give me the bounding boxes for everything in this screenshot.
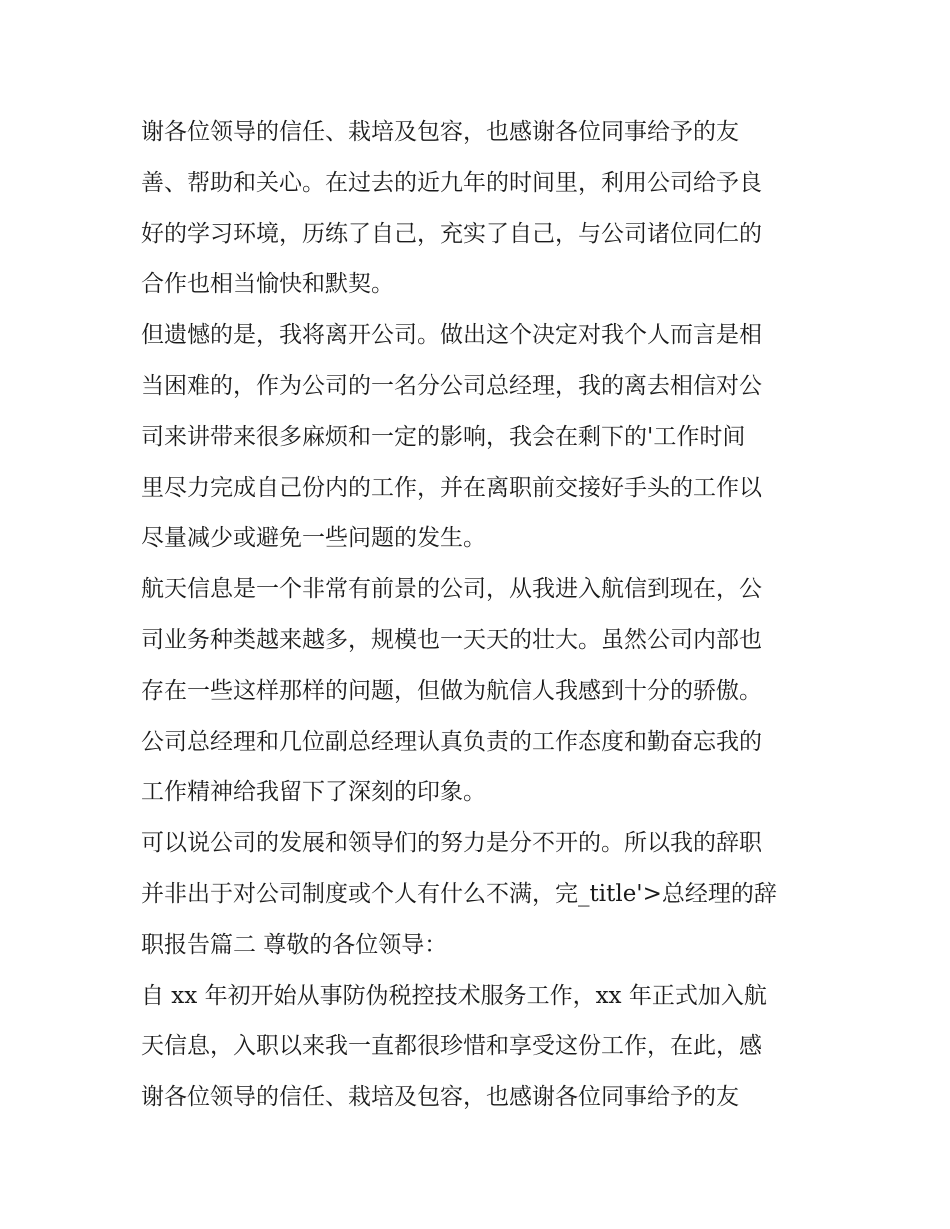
text-line: 司来讲带来很多麻烦和一定的影响，我会在剩下的'工作时间 (141, 423, 746, 450)
text-line: 航天信息是一个非常有前景的公司，从我进入航信到现在，公 (141, 576, 762, 603)
text-line: 存在一些这样那样的问题，但做为航信人我感到十分的骄傲。 (141, 677, 762, 704)
text-line: 自 xx 年初开始从事防伪税控技术服务工作，xx 年正式加入航 (141, 982, 767, 1009)
text-line: 好的学习环境，历练了自己，充实了自己，与公司诸位同仁的 (141, 220, 762, 247)
text-line: 合作也相当愉快和默契。 (141, 271, 394, 298)
text-line: 但遗憾的是，我将离开公司。做出这个决定对我个人而言是相 (141, 322, 762, 349)
document-body (141, 107, 821, 1123)
text-line: 谢各位领导的信任、栽培及包容，也感谢各位同事给予的友 (141, 1084, 739, 1111)
text-line: 天信息，入职以来我一直都很珍惜和享受这份工作，在此，感 (141, 1033, 762, 1060)
text-line: 职报告篇二 尊敬的各位领导： (141, 931, 448, 958)
text-line: 谢各位领导的信任、栽培及包容，也感谢各位同事给予的友 (141, 119, 739, 145)
text-line: 并非出于对公司制度或个人有什么不满，完_title'>总经理的辞 (141, 880, 777, 907)
text-line: 可以说公司的发展和领导们的努力是分不开的。所以我的辞职 (141, 830, 762, 857)
text-line: 工作精神给我留下了深刻的印象。 (141, 779, 486, 806)
text-line: 公司总经理和几位副总经理认真负责的工作态度和勤奋忘我的 (141, 728, 762, 755)
text-line: 里尽力完成自己份内的工作，并在离职前交接好手头的工作以 (141, 474, 762, 501)
text-line: 当困难的，作为公司的一名分公司总经理，我的离去相信对公 (141, 372, 762, 399)
text-line: 司业务种类越来越多，规模也一天天的壮大。虽然公司内部也 (141, 626, 762, 653)
text-line: 善、帮助和关心。在过去的近九年的时间里，利用公司给予良 (141, 169, 762, 196)
text-line: 尽量减少或避免一些问题的发生。 (141, 525, 486, 552)
